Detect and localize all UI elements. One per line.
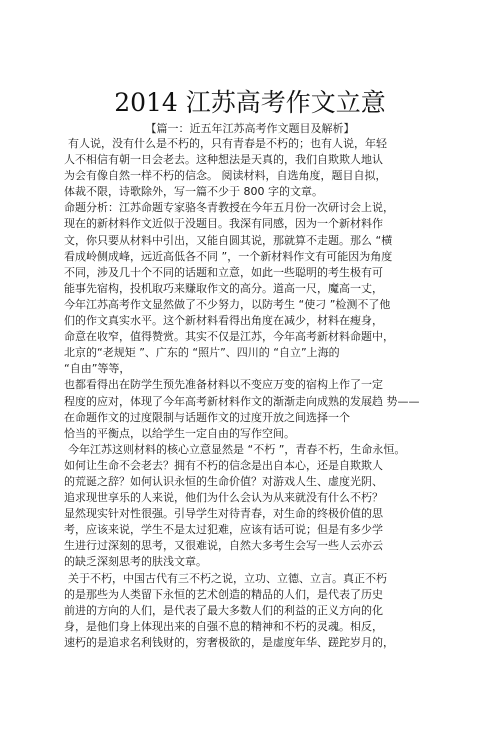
paragraph-line: 为会有像自然一样不朽的信念。 阅读材料，自选角度，题目自拟，: [64, 169, 387, 183]
paragraph-line: 体裁不限，诗歌除外，写一篇不少于 800 字的文章。: [64, 185, 323, 199]
paragraph-line: 有人说，没有什么是不朽的，只有青春是不朽的；也有人说，年轻: [68, 137, 387, 150]
paragraph-line: 前进的方向的人们，是代表了最大多数人们的利益的正义方向的化: [64, 603, 383, 617]
paragraph-line: 关于不朽，中国古代有三不朽之说，立功、立德、立言。真正不朽: [68, 571, 387, 585]
paragraph-line: 也都看得出在防学生预先准备材料以不变应万变的宿构上作了一定: [64, 378, 383, 392]
paragraph-line: 的是那些为人类留下永恒的艺术创造的精品的人们，是代表了历史: [64, 587, 383, 601]
paragraph-line: 恰当的平衡点，以给学生一定自由的写作空间。: [64, 426, 295, 440]
paragraph-line: 命题分析：江苏命题专家骆冬青教授在今年五月份一次研讨会上说，: [64, 201, 394, 215]
paragraph-line: 看成岭侧成峰，远近高低各不同 ”，一个新材料作文有可能因为角度: [64, 249, 393, 263]
paragraph-line: 今年江苏这则材料的核心立意显然是 “不朽 ”，青春不朽，生命永恒。: [68, 442, 406, 456]
paragraph-line: 生进行过深刻的思考，又很难说，自然大多考生会写一些人云亦云: [64, 539, 383, 553]
paragraph-line: 追求现世享乐的人来说，他们为什么会认为从来就没有什么不朽？: [64, 491, 383, 505]
paragraph-line: “自由”等等，: [64, 362, 131, 376]
paragraph-line: 北京的“老规矩 ”、广东的 “照片”、四川的 “自立”上海的: [64, 346, 340, 360]
paragraph-line: 今年江苏高考作文显然做了不少努力，以防考生 “使刁 ”检测不了他: [64, 297, 391, 311]
paragraph-line: 命意在收窄，值得赞赏。其实不仅是江苏，今年高考新材料命题中，: [64, 330, 394, 344]
document-title: 2014 江苏高考作文立意: [114, 88, 386, 117]
paragraph-line: 显然现实针对性很强。引导学生对待青春，对生命的终极价值的思: [64, 507, 383, 521]
paragraph-line: 的荒诞之辞？如何认识永恒的生命价值？对游戏人生、虚度光阴、: [64, 474, 383, 488]
paragraph-line: 能事先宿构，投机取巧来赚取作文的高分。道高一尺，魔高一丈，: [64, 281, 383, 295]
paragraph-line: 考，应该来说，学生不是太过犯难，应该有话可说；但是有多少学: [64, 523, 383, 537]
document-body: [64, 136, 494, 651]
paragraph-line: 程度的应对，体现了今年高考新材料作文的渐渐走向成熟的发展趋 势——: [64, 394, 420, 408]
paragraph-line: 在命题作文的过度限制与话题作文的过度开放之间选择一个: [64, 410, 350, 424]
paragraph-line: 速朽的是追求名利钱财的，穷奢极欲的，是虚度年华、蹉跎岁月的，: [64, 635, 394, 649]
paragraph-line: 的缺乏深刻思考的肤浅文章。: [64, 555, 207, 569]
paragraph-line: 现在的新材料作文近似于没题目。我深有同感，因为一个新材料作: [64, 217, 383, 231]
paragraph-line: 们的作文真实水平。这个新材料看得出角度在减少，材料在瘦身，: [64, 314, 383, 328]
paragraph-line: 文，你只要从材料中引出，又能自圆其说，那就算不走题。那么 “横: [64, 233, 393, 247]
document-subtitle: 【篇一：近五年江苏高考作文题目及解析】: [145, 122, 355, 135]
paragraph-line: 人不相信有朝一日会老去。这种想法是天真的，我们自欺欺人地认: [64, 153, 383, 167]
paragraph-line: 不同，涉及几十个不同的话题和立意，如此一些聪明的考生极有可: [64, 265, 383, 279]
paragraph-line: 身，是他们身上体现出来的自强不息的精神和不朽的灵魂。相反，: [64, 619, 383, 633]
paragraph-line: 如何让生命不会老去？拥有不朽的信念是出自本心，还是自欺欺人: [64, 458, 383, 472]
